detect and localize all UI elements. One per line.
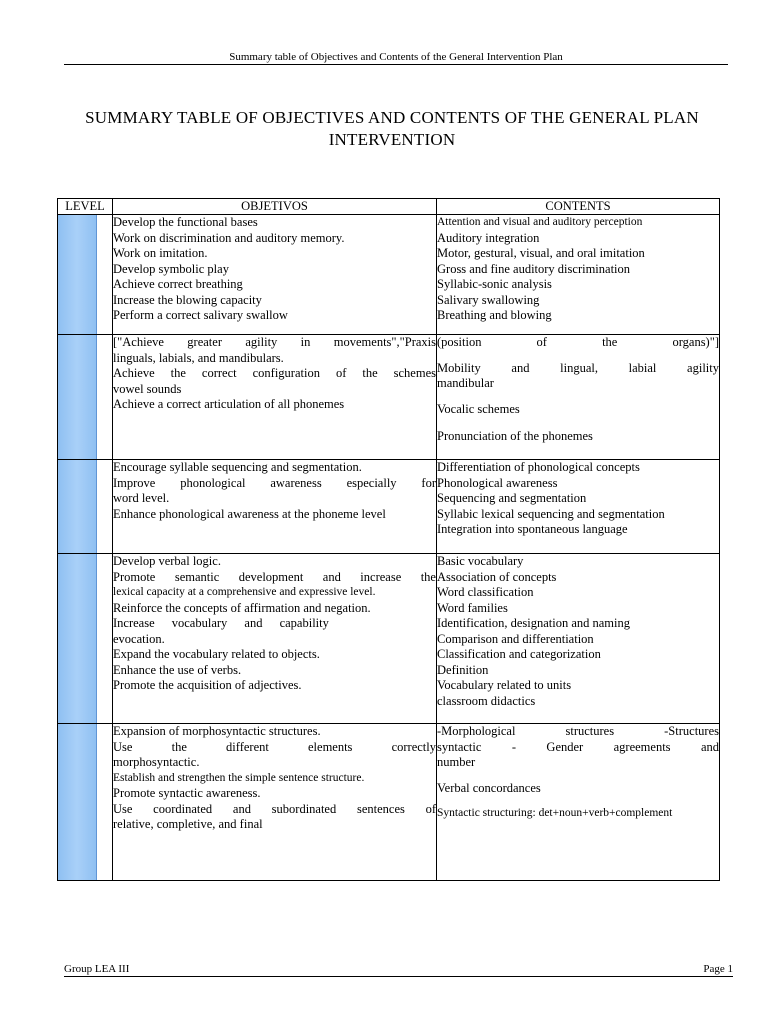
objective-item: linguals, labials, and mandibulars. (113, 350, 284, 365)
content-item: Integration into spontaneous language (437, 522, 628, 536)
content-item: Basic vocabulary (437, 554, 524, 568)
objective-item: Develop verbal logic. (113, 554, 221, 568)
content-item: Vocalic schemes (437, 401, 520, 416)
objective-item: vowel sounds (113, 381, 182, 396)
content-item: Gross and fine auditory discrimination (437, 261, 631, 276)
level-cell (58, 554, 113, 724)
table-row (58, 335, 720, 460)
level-bar (58, 460, 97, 553)
level-bar (58, 215, 97, 334)
objective-item: Enhance phonological awareness at the phoneme level (113, 506, 386, 521)
contents-cell (437, 215, 720, 335)
content-item: Association of concepts (437, 569, 557, 584)
objective-item: Achieve a correct articulation of all phonemes (113, 397, 345, 411)
content-item: Classification and categorization (437, 647, 601, 661)
content-item: Mobility and lingual, labial agility (437, 360, 719, 375)
table-row (58, 554, 720, 724)
page-footer (64, 962, 733, 977)
content-item: Motor, gestural, visual, and oral imitation (437, 246, 645, 260)
objective-item: word level. (113, 491, 170, 505)
objective-item: Improve phonological awareness especially for (113, 475, 436, 490)
objective-item: Expansion of morphosyntactic structures. (113, 724, 321, 738)
footer-page-number: Page 1 (703, 963, 733, 975)
objective-item: Achieve the correct configuration of the schemes (113, 366, 436, 380)
content-item: Identification, designation and naming (437, 616, 631, 630)
objectives-cell (113, 215, 437, 335)
content-item: Auditory integration (437, 230, 540, 245)
objective-item: Perform a correct salivary swallow (113, 308, 288, 322)
objectives-contents-table (57, 198, 720, 881)
contents-cell (437, 460, 720, 554)
content-item: Salivary swallowing (437, 292, 540, 307)
content-item: Sequencing and segmentation (437, 491, 587, 505)
page-title (56, 107, 728, 151)
page-title-line-1: SUMMARY TABLE OF OBJECTIVES AND CONTENTS OF THE GENERAL PLAN (85, 108, 699, 127)
content-item: syntactic - Gender agreements and (437, 739, 719, 754)
objective-item: Achieve correct breathing (113, 277, 243, 291)
objective-item: evocation. (113, 631, 165, 646)
objective-item: Promote semantic development and increase the (113, 569, 436, 584)
content-item: Definition (437, 662, 489, 677)
table-row (58, 724, 720, 881)
content-item: number (437, 755, 476, 769)
objective-item: Reinforce the concepts of affirmation and negation. (113, 600, 371, 615)
contents-cell (437, 335, 720, 460)
content-item: mandibular (437, 376, 494, 390)
content-item: Breathing and blowing (437, 308, 552, 322)
content-item: (position of the organs)"] (437, 335, 719, 349)
content-item: Word classification (437, 585, 534, 599)
objectives-cell (113, 460, 437, 554)
level-cell (58, 335, 113, 460)
level-cell (58, 724, 113, 881)
level-cell (58, 460, 113, 554)
objectives-cell (113, 335, 437, 460)
column-header-contents: CONTENTS (437, 199, 720, 215)
objective-item: Develop symbolic play (113, 261, 229, 276)
objective-item: Work on imitation. (113, 246, 208, 260)
content-item: Verbal concordances (437, 780, 541, 795)
objective-item: Expand the vocabulary related to objects. (113, 647, 320, 661)
content-item: Differentiation of phonological concepts (437, 460, 640, 474)
objective-item: Use coordinated and subordinated sentences of (113, 801, 436, 816)
objective-item: Increase the blowing capacity (113, 292, 262, 307)
column-header-level: LEVEL (58, 199, 113, 215)
objective-item: ["Achieve greater agility in movements","Praxis (113, 335, 436, 349)
level-bar (58, 335, 97, 459)
content-item: Attention and visual and auditory perception (437, 216, 643, 228)
content-item: Phonological awareness (437, 475, 558, 490)
table-row (58, 460, 720, 554)
objectives-cell (113, 724, 437, 881)
level-cell (58, 215, 113, 335)
column-header-objectives: OBJETIVOS (113, 199, 437, 215)
footer-group-label: Group LEA III (64, 963, 130, 975)
content-item: Syntactic structuring: det+noun+verb+complement (437, 807, 673, 819)
running-header: Summary table of Objectives and Contents of the General Intervention Plan (64, 50, 728, 65)
objective-item: Encourage syllable sequencing and segmentation. (113, 460, 362, 474)
objective-item: Promote the acquisition of adjectives. (113, 678, 302, 692)
objectives-cell (113, 554, 437, 724)
content-item: classroom didactics (437, 693, 536, 708)
content-item: -Morphological structures -Structures (437, 724, 719, 738)
content-item: Syllabic lexical sequencing and segmentation (437, 506, 665, 521)
level-bar (58, 724, 97, 880)
content-item: Word families (437, 600, 508, 615)
objective-item: relative, completive, and final (113, 817, 263, 831)
content-item: Pronunciation of the phonemes (437, 429, 593, 443)
objective-item: Promote syntactic awareness. (113, 786, 261, 800)
content-item: Comparison and differentiation (437, 631, 594, 646)
objective-item: Work on discrimination and auditory memory. (113, 230, 345, 245)
contents-cell (437, 724, 720, 881)
level-bar (58, 554, 97, 723)
objective-item: Establish and strengthen the simple sentence structure. (113, 771, 365, 784)
table-header-row (58, 199, 720, 215)
page-title-line-2: INTERVENTION (328, 130, 456, 149)
contents-cell (437, 554, 720, 724)
objective-item: morphosyntactic. (113, 755, 200, 769)
content-item: Vocabulary related to units (437, 678, 572, 692)
objective-item: Use the different elements correctly (113, 739, 436, 754)
objective-item: Enhance the use of verbs. (113, 662, 242, 677)
content-item: Syllabic-sonic analysis (437, 277, 552, 291)
objective-item: Increase vocabulary and capability (113, 616, 329, 630)
table-row (58, 215, 720, 335)
objective-item: lexical capacity at a comprehensive and expressive level. (113, 586, 376, 598)
objective-item: Develop the functional bases (113, 215, 258, 229)
